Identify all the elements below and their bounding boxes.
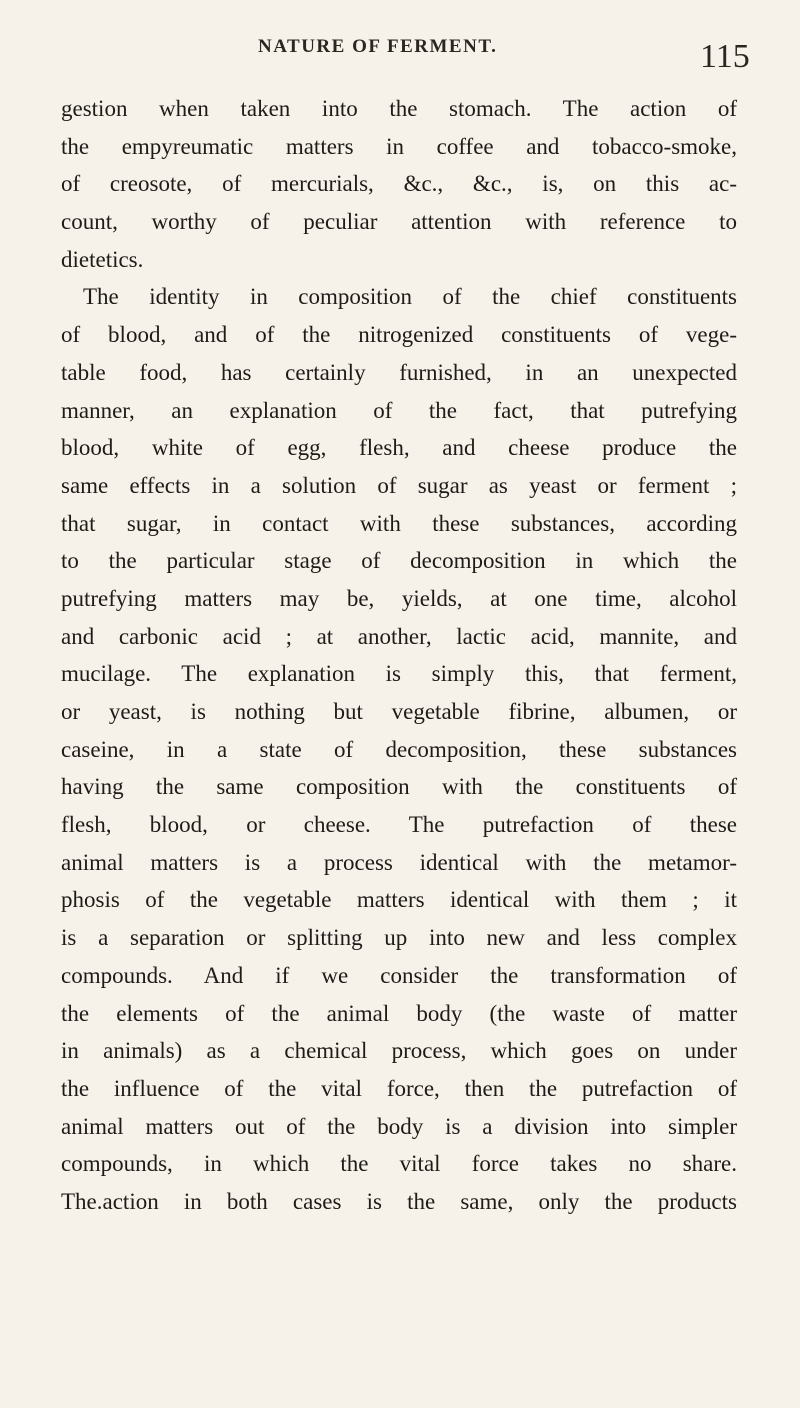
text-line: to the particular stage of decomposition in which the [61,548,737,574]
text-line: is a separation or splitting up into new and less complex [61,925,737,951]
text-line: of blood, and of the nitrogenized constituents of vege- [61,322,737,348]
text-line: or yeast, is nothing but vegetable fibrine, albumen, or [61,699,737,724]
text-line: animal matters out of the body is a division into simpler [61,1113,737,1139]
text-line: phosis of the vegetable matters identical with them ; it [61,887,737,913]
paragraph-first-line: The identity in composition of the chief constituents [83,284,737,310]
text-line: blood, white of egg, flesh, and cheese produce the [61,435,737,461]
text-line: count, worthy of peculiar attention with reference to [61,209,737,235]
text-line: the influence of the vital force, then the putrefaction of [61,1075,737,1101]
text-line: animal matters is a process identical with the metamor- [61,849,737,875]
text-line: same effects in a solution of sugar as yeast or ferment ; [61,472,737,498]
text-line: manner, an explanation of the fact, that putrefying [61,397,737,423]
text-line: and carbonic acid ; at another, lactic acid, mannite, and [61,623,737,649]
text-line: mucilage. The explanation is simply this, that ferment, [61,661,737,687]
text-line: in animals) as a chemical process, which goes on under [61,1038,737,1064]
text-line: caseine, in a state of decomposition, these substances [61,736,737,762]
text-line: The.action in both cases is the same, only the products [61,1188,737,1214]
page-number: 115 [700,38,750,75]
text-line: of creosote, of mercurials, &c., &c., is, on this ac- [61,171,737,197]
text-line: compounds. And if we consider the transformation of [61,962,737,988]
text-line: table food, has certainly furnished, in an unexpected [61,359,737,385]
text-line: compounds, in which the vital force takes no share. [61,1151,737,1177]
text-line: having the same composition with the constituents of [61,774,737,800]
text-line: gestion when taken into the stomach. The action of [61,96,737,121]
text-line: the elements of the animal body (the waste of matter [61,1000,737,1026]
text-line: that sugar, in contact with these substances, according [61,510,737,536]
body-text [61,90,737,1221]
text-line: the empyreumatic matters in coffee and tobacco-smoke, [61,133,737,159]
text-line: flesh, blood, or cheese. The putrefaction of these [61,812,737,838]
text-line: dietetics. [61,246,144,272]
running-head: NATURE OF FERMENT. [258,36,498,57]
text-line: putrefying matters may be, yields, at one time, alcohol [61,585,737,611]
